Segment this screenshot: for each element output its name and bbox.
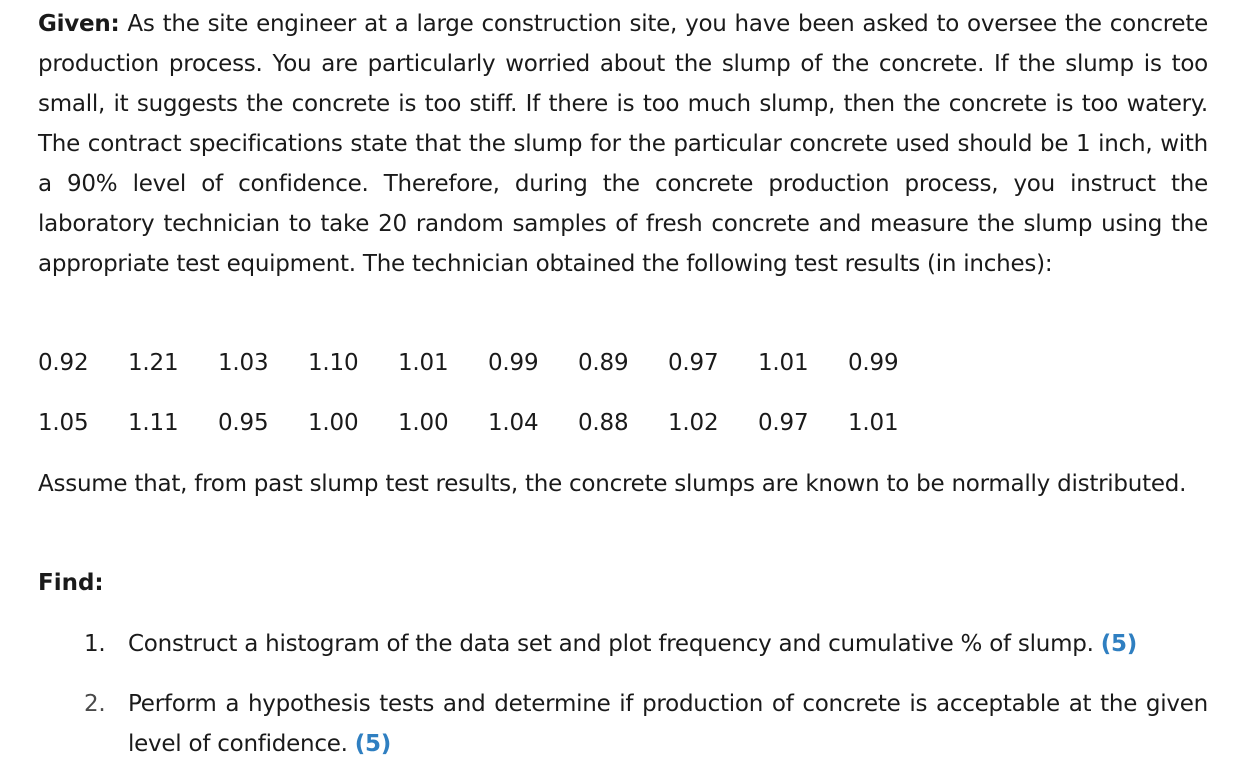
data-value: 0.97 xyxy=(758,410,809,436)
data-value: 1.05 xyxy=(38,410,89,436)
item-number: 1. xyxy=(84,631,106,657)
item-text: Construct a histogram of the data set and plot frequency and cumulative % of slump. xyxy=(128,631,1094,657)
given-text: As the site engineer at a large construction site, you have been asked to oversee the concrete production process. You are particularly worried about the slump of the concrete. If the slump is too small, it suggests the concrete is too stiff. If there is too much slump, then the concrete is too watery. The contract specifications state that the slump for the particular concrete used should be 1 inch, with a 90% level of confidence. Therefore, during the concrete production process, you instruct the laboratory technician to take 20 random samples of fresh concrete and measure the slump using the appropriate test equipment. The technician obtained the following test results (in inches): xyxy=(38,11,1208,277)
find-item-1 xyxy=(84,624,1208,664)
item-number: 2. xyxy=(84,691,106,717)
data-value: 1.03 xyxy=(218,350,269,376)
data-value: 0.88 xyxy=(578,410,629,436)
data-value: 1.11 xyxy=(128,410,179,436)
item-text-wrapper xyxy=(128,624,1208,664)
data-value: 0.97 xyxy=(668,350,719,376)
data-value: 0.99 xyxy=(848,350,899,376)
data-value: 0.95 xyxy=(218,410,269,436)
find-item-2 xyxy=(84,684,1208,764)
item-text-wrapper xyxy=(128,684,1208,764)
data-value: 0.92 xyxy=(38,350,89,376)
given-paragraph xyxy=(38,4,1208,284)
data-row-2 xyxy=(38,408,938,438)
data-value: 1.01 xyxy=(758,350,809,376)
data-value: 1.10 xyxy=(308,350,359,376)
data-value: 1.00 xyxy=(308,410,359,436)
data-value: 1.04 xyxy=(488,410,539,436)
points-label: (5) xyxy=(354,731,392,757)
assumption-paragraph: Assume that, from past slump test results, the concrete slumps are known to be normally distributed. xyxy=(38,471,1187,497)
data-value: 1.00 xyxy=(398,410,449,436)
data-value: 1.21 xyxy=(128,350,179,376)
item-text: Perform a hypothesis tests and determine if production of concrete is acceptable at the given level of confidence. xyxy=(128,691,1208,757)
data-row-1 xyxy=(38,348,938,378)
find-heading: Find: xyxy=(38,570,104,596)
data-value: 1.01 xyxy=(848,410,899,436)
points-label: (5) xyxy=(1100,631,1138,657)
data-value: 0.99 xyxy=(488,350,539,376)
given-label: Given: xyxy=(38,11,120,37)
data-value: 1.01 xyxy=(398,350,449,376)
data-value: 0.89 xyxy=(578,350,629,376)
data-value: 1.02 xyxy=(668,410,719,436)
